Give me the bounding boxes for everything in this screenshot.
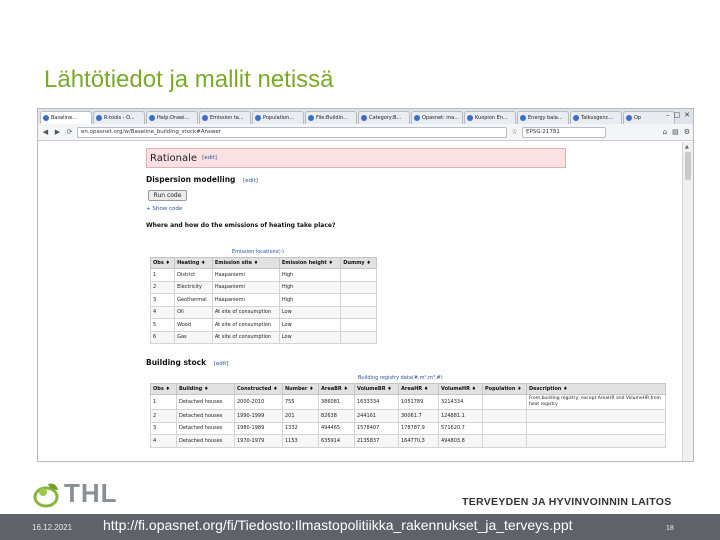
table-cell bbox=[527, 435, 666, 448]
table-cell: 1970-1979 bbox=[235, 435, 283, 448]
browser-screenshot bbox=[37, 108, 694, 462]
table-row bbox=[151, 269, 377, 282]
browser-tab[interactable] bbox=[570, 111, 622, 124]
browser-tab[interactable] bbox=[93, 111, 145, 124]
favicon-icon bbox=[573, 115, 579, 121]
reload-icon[interactable]: ⟳ bbox=[66, 128, 73, 136]
table-cell bbox=[483, 435, 527, 448]
window-controls bbox=[666, 111, 690, 119]
table-cell: Detached houses bbox=[177, 422, 235, 435]
table-cell: Electricity bbox=[175, 281, 213, 294]
browser-tab-label: File:Buildin... bbox=[316, 115, 348, 121]
favicon-icon bbox=[202, 115, 208, 121]
table-cell: Detached houses bbox=[177, 435, 235, 448]
footer-date: 16.12.2021 bbox=[32, 523, 73, 532]
favicon-icon bbox=[308, 115, 314, 121]
dispersion-edit-link[interactable]: [edit] bbox=[243, 178, 258, 184]
table-cell: 3 bbox=[151, 294, 175, 307]
dispersion-heading-row bbox=[146, 175, 258, 184]
search-input[interactable]: EPSG:21781 bbox=[522, 127, 606, 138]
vertical-scrollbar[interactable] bbox=[682, 142, 693, 462]
logo-text: THL bbox=[64, 478, 118, 508]
table-cell: Detached houses bbox=[177, 395, 235, 410]
favicon-icon bbox=[520, 115, 526, 121]
table-cell: At site of consumption bbox=[212, 331, 279, 344]
column-header[interactable]: VolumeBR ♦ bbox=[355, 384, 399, 395]
table-cell: 30061.7 bbox=[399, 410, 439, 423]
column-header[interactable]: Obs ♦ bbox=[151, 258, 175, 269]
table-cell: 1 bbox=[151, 269, 175, 282]
table-cell bbox=[483, 410, 527, 423]
building-stock-edit-link[interactable]: [edit] bbox=[213, 361, 229, 367]
column-header[interactable]: Building ♦ bbox=[177, 384, 235, 395]
building-stock-heading: Building stock bbox=[146, 358, 207, 367]
column-header[interactable]: VolumeHR ♦ bbox=[439, 384, 483, 395]
table-cell: 494803.8 bbox=[439, 435, 483, 448]
browser-tab-label: Opasnet: ma... bbox=[422, 115, 459, 121]
maximize-icon[interactable]: □ bbox=[673, 111, 681, 119]
footer-bar bbox=[0, 514, 720, 540]
table-cell: Haapaniemi bbox=[212, 269, 279, 282]
show-code-link[interactable]: + Show code bbox=[146, 206, 183, 212]
column-header[interactable]: AreaHR ♦ bbox=[399, 384, 439, 395]
table-cell: 164770.3 bbox=[399, 435, 439, 448]
browser-tab-label: R-tools - O... bbox=[104, 115, 135, 121]
table-row bbox=[151, 435, 666, 448]
table-cell: 5 bbox=[151, 319, 175, 332]
table-cell: 1051789 bbox=[399, 395, 439, 410]
thl-leaf-icon bbox=[32, 480, 62, 508]
table-cell: 386081 bbox=[319, 395, 355, 410]
table-cell: 2135837 bbox=[355, 435, 399, 448]
page-number: 18 bbox=[666, 525, 674, 532]
table-cell: Detached houses bbox=[177, 410, 235, 423]
table-cell: 1332 bbox=[283, 422, 319, 435]
browser-tab-label: Category:B... bbox=[369, 115, 402, 121]
table-cell bbox=[341, 294, 377, 307]
browser-tab[interactable] bbox=[358, 111, 410, 124]
table-row bbox=[151, 410, 666, 423]
browser-tab-label: Population... bbox=[263, 115, 295, 121]
table-cell: 6 bbox=[151, 331, 175, 344]
table-row bbox=[151, 319, 377, 332]
table-cell: 1633334 bbox=[355, 395, 399, 410]
column-header[interactable]: Number ♦ bbox=[283, 384, 319, 395]
bookmark-star-icon[interactable]: ☆ bbox=[511, 128, 518, 136]
browser-tab[interactable] bbox=[464, 111, 516, 124]
table-cell bbox=[341, 306, 377, 319]
browser-nav-bar bbox=[38, 124, 693, 141]
table-cell bbox=[527, 422, 666, 435]
browser-tab[interactable] bbox=[305, 111, 357, 124]
table-cell: 124881.1 bbox=[439, 410, 483, 423]
table-cell: Haapaniemi bbox=[212, 294, 279, 307]
table-cell: Wood bbox=[175, 319, 213, 332]
table-cell: 4 bbox=[151, 306, 175, 319]
table-cell bbox=[341, 269, 377, 282]
table-cell: 2 bbox=[151, 281, 175, 294]
table-cell bbox=[341, 319, 377, 332]
column-header[interactable]: Obs ♦ bbox=[151, 384, 177, 395]
table-cell: Low bbox=[279, 319, 340, 332]
column-header[interactable]: Population ♦ bbox=[483, 384, 527, 395]
table-cell: 3214334 bbox=[439, 395, 483, 410]
browser-tab-label: Help:Drawi... bbox=[157, 115, 190, 121]
building-stock-heading-row bbox=[146, 358, 229, 367]
column-header[interactable]: Emission height ♦ bbox=[279, 258, 340, 269]
browser-tab-bar bbox=[38, 109, 693, 124]
table-cell: Gas bbox=[175, 331, 213, 344]
favicon-icon bbox=[255, 115, 261, 121]
scroll-thumb[interactable] bbox=[685, 152, 691, 180]
column-header[interactable]: Emission site ♦ bbox=[212, 258, 279, 269]
browser-tab[interactable] bbox=[199, 111, 251, 124]
table-cell: High bbox=[279, 269, 340, 282]
table-cell: Haapaniemi bbox=[212, 281, 279, 294]
rationale-edit-link[interactable]: [edit] bbox=[202, 155, 217, 161]
table-row bbox=[151, 395, 666, 410]
table-cell bbox=[483, 395, 527, 410]
favicon-icon bbox=[96, 115, 102, 121]
rationale-section-header bbox=[146, 148, 566, 168]
building-table bbox=[150, 383, 666, 448]
table-cell: 2000-2010 bbox=[235, 395, 283, 410]
table-cell bbox=[483, 422, 527, 435]
browser-tab-label: Baseline... bbox=[51, 115, 77, 121]
column-header[interactable]: Heating ♦ bbox=[175, 258, 213, 269]
table-cell: 3 bbox=[151, 422, 177, 435]
table-row bbox=[151, 331, 377, 344]
table-cell: 755 bbox=[283, 395, 319, 410]
browser-tab[interactable] bbox=[252, 111, 304, 124]
building-table-link[interactable]: Building registry data(#,m²,m³,#) bbox=[358, 375, 443, 381]
favicon-icon bbox=[43, 115, 49, 121]
table-cell: 571620.7 bbox=[439, 422, 483, 435]
browser-tab[interactable] bbox=[411, 111, 463, 124]
favicon-icon bbox=[626, 115, 632, 121]
table-cell: 1990-1999 bbox=[235, 410, 283, 423]
home-icon[interactable]: ⌂ bbox=[662, 128, 668, 136]
column-header[interactable]: Description ♦ bbox=[527, 384, 666, 395]
page-content bbox=[38, 142, 683, 462]
table-cell: 635914 bbox=[319, 435, 355, 448]
minimize-icon[interactable]: – bbox=[666, 111, 670, 119]
slide-title: Lähtötiedot ja mallit netissä bbox=[44, 66, 334, 93]
column-header[interactable]: AreaBR ♦ bbox=[319, 384, 355, 395]
table-cell: Geothermal bbox=[175, 294, 213, 307]
column-header[interactable]: Constructed ♦ bbox=[235, 384, 283, 395]
table-cell bbox=[341, 331, 377, 344]
table-cell: 4 bbox=[151, 435, 177, 448]
table-cell: 494465 bbox=[319, 422, 355, 435]
tools-icon[interactable]: ⚙ bbox=[683, 128, 690, 136]
favicon-icon bbox=[149, 115, 155, 121]
browser-tab[interactable] bbox=[517, 111, 569, 124]
table-cell bbox=[527, 410, 666, 423]
table-cell: 2 bbox=[151, 410, 177, 423]
browser-tab-label: Op bbox=[634, 115, 642, 121]
favicon-icon bbox=[467, 115, 473, 121]
table-row bbox=[151, 281, 377, 294]
table-row bbox=[151, 306, 377, 319]
table-cell: Oil bbox=[175, 306, 213, 319]
browser-tab[interactable] bbox=[146, 111, 198, 124]
table-cell: 82638 bbox=[319, 410, 355, 423]
forward-icon[interactable]: ▶ bbox=[54, 128, 61, 136]
table-cell: 1 bbox=[151, 395, 177, 410]
table-cell: At site of consumption bbox=[212, 319, 279, 332]
table-cell bbox=[341, 281, 377, 294]
emission-table bbox=[150, 257, 377, 344]
table-cell: From building registry, except AreaHR and VolumeHR from heat registry bbox=[527, 395, 666, 410]
scroll-up-icon[interactable]: ▲ bbox=[685, 144, 689, 150]
table-cell: 1153 bbox=[283, 435, 319, 448]
table-cell: At site of consumption bbox=[212, 306, 279, 319]
table-cell: 201 bbox=[283, 410, 319, 423]
rationale-heading: Rationale bbox=[150, 152, 198, 164]
institute-name: TERVEYDEN JA HYVINVOINNIN LAITOS bbox=[462, 496, 672, 508]
close-icon[interactable]: ✕ bbox=[684, 111, 690, 119]
table-cell: Low bbox=[279, 331, 340, 344]
browser-tab-label: Emission ta... bbox=[210, 115, 244, 121]
page-menu-icon[interactable]: ▤ bbox=[672, 128, 679, 136]
favicon-icon bbox=[414, 115, 420, 121]
browser-tab-label: Energy bala... bbox=[528, 115, 563, 121]
dispersion-heading: Dispersion modelling bbox=[146, 175, 236, 184]
table-cell: 244161 bbox=[355, 410, 399, 423]
browser-tab-label: Talkusgenc... bbox=[581, 115, 614, 121]
table-row bbox=[151, 294, 377, 307]
table-cell: 1980-1989 bbox=[235, 422, 283, 435]
thl-logo bbox=[32, 478, 118, 509]
table-cell: High bbox=[279, 294, 340, 307]
browser-tab-label: Kuopion En... bbox=[475, 115, 508, 121]
table-cell: 178787.9 bbox=[399, 422, 439, 435]
back-icon[interactable]: ◀ bbox=[42, 128, 49, 136]
browser-tab[interactable] bbox=[40, 111, 92, 124]
table-cell: District bbox=[175, 269, 213, 282]
run-code-button[interactable]: Run code bbox=[148, 190, 187, 201]
question-heading: Where and how do the emissions of heating take place? bbox=[146, 222, 336, 229]
table-cell: Low bbox=[279, 306, 340, 319]
favicon-icon bbox=[361, 115, 367, 121]
table-cell: High bbox=[279, 281, 340, 294]
table-row bbox=[151, 422, 666, 435]
table-cell: 1578407 bbox=[355, 422, 399, 435]
address-bar[interactable]: en.opasnet.org/w/Baseline_building_stock#Answer bbox=[77, 127, 507, 138]
emission-table-link[interactable]: Emission locations(-) bbox=[232, 249, 284, 255]
footer-url[interactable]: http://fi.opasnet.org/fi/Tiedosto:Ilmastopolitiikka_rakennukset_ja_terveys.ppt bbox=[103, 517, 573, 533]
column-header[interactable]: Dummy ♦ bbox=[341, 258, 377, 269]
